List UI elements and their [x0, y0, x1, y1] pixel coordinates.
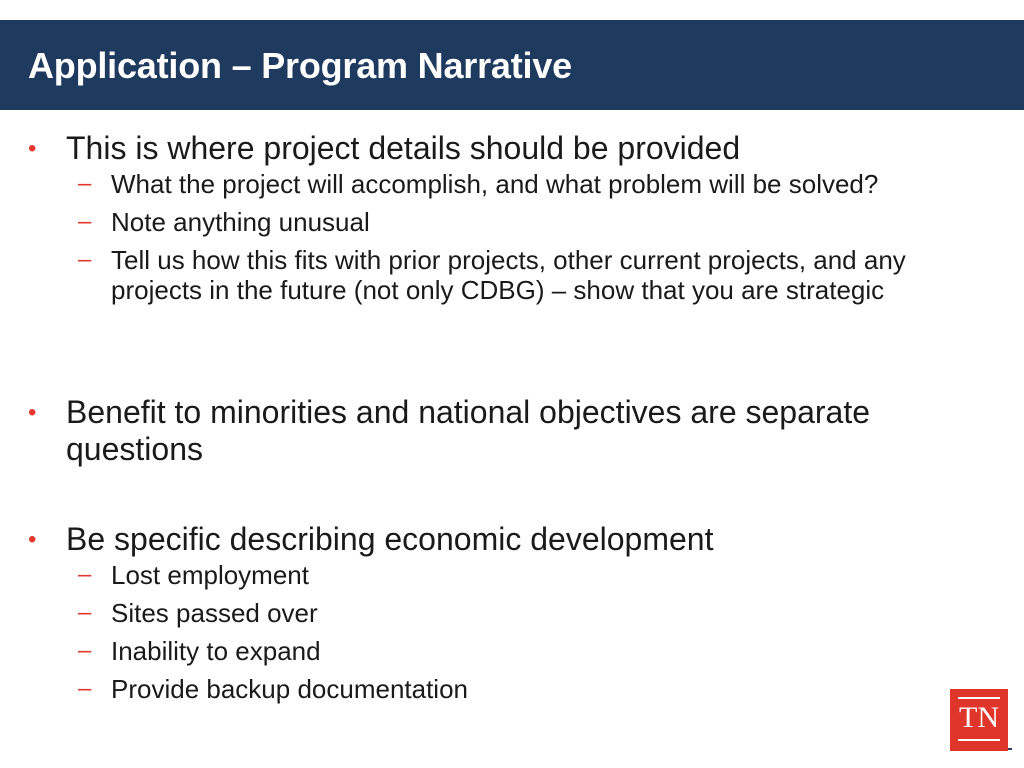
dash-icon: –	[78, 208, 92, 235]
dash-icon: –	[78, 675, 92, 702]
logo-text: TN	[959, 701, 999, 734]
bullet-item	[28, 394, 998, 468]
sub-item	[28, 636, 998, 666]
sub-item	[28, 207, 998, 237]
sub-list	[28, 560, 998, 704]
bullet-item	[28, 521, 998, 558]
sub-item-text: Sites passed over	[111, 598, 318, 628]
sub-item	[28, 169, 998, 199]
sub-item-text: Provide backup documentation	[111, 674, 469, 704]
dash-icon: –	[78, 246, 92, 273]
bullet-icon: •	[28, 526, 37, 553]
dash-icon: –	[78, 561, 92, 588]
logo-bottom-line	[958, 739, 1000, 741]
bullet-text: This is where project details should be provided	[66, 130, 741, 166]
tn-logo	[950, 689, 1008, 751]
sub-item-text: Tell us how this fits with prior projects, other current projects, and any projects in the future (not only CDBG) – show that you are strategic	[111, 245, 906, 305]
sub-item	[28, 560, 998, 590]
sub-item-text: Lost employment	[111, 560, 309, 590]
dash-icon: –	[78, 170, 92, 197]
sub-list	[28, 169, 998, 305]
sub-item	[28, 674, 998, 704]
bullet-icon: •	[28, 135, 37, 162]
bullet-group-benefit	[28, 394, 998, 468]
bullet-text: Be specific describing economic development	[66, 521, 714, 557]
logo-mark	[1008, 748, 1012, 750]
dash-icon: –	[78, 599, 92, 626]
sub-item-text: What the project will accomplish, and what problem will be solved?	[111, 169, 879, 199]
bullet-text: Benefit to minorities and national objectives are separate questions	[66, 394, 871, 467]
sub-item	[28, 598, 998, 628]
dash-icon: –	[78, 637, 92, 664]
bullet-item	[28, 130, 998, 167]
bullet-icon: •	[28, 399, 37, 426]
sub-item-text: Inability to expand	[111, 636, 321, 666]
bullet-group-project-details	[28, 130, 998, 313]
sub-item	[28, 245, 998, 305]
logo-top-line	[958, 697, 1000, 699]
slide-title: Application – Program Narrative	[28, 45, 572, 86]
bullet-group-economic-development	[28, 521, 998, 712]
sub-item-text: Note anything unusual	[111, 207, 370, 237]
